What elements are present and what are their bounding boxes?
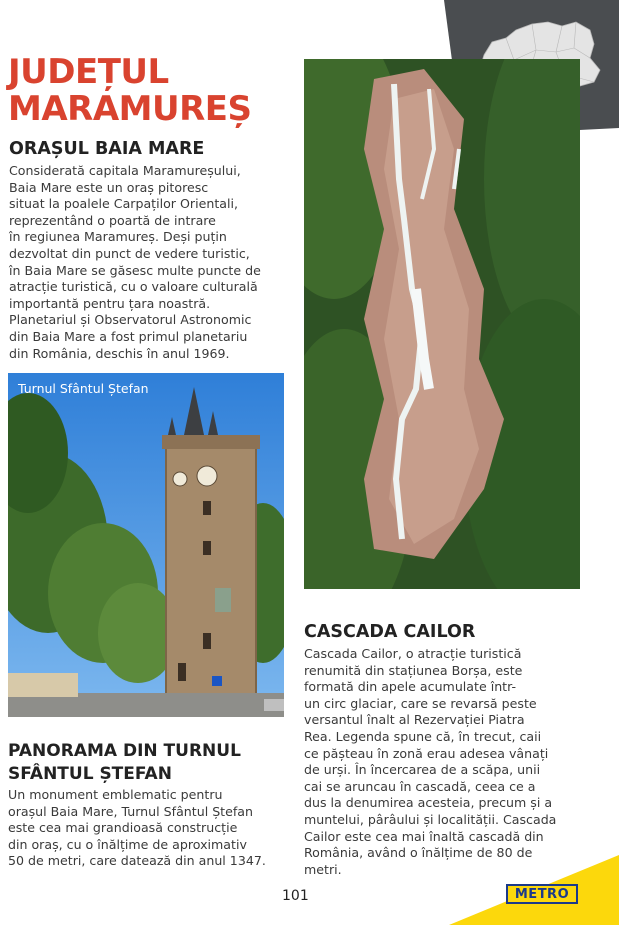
tower-photo bbox=[8, 373, 284, 717]
section-heading-baia-mare: ORAȘUL BAIA MARE bbox=[9, 139, 205, 159]
text-line: Cailor este cea mai înaltă cascadă din bbox=[304, 828, 544, 844]
text-line: renumită din stațiunea Borșa, este bbox=[304, 662, 523, 678]
text-line: România, având o înălțime de 80 de bbox=[304, 845, 533, 861]
text-line: dezvoltat din punct de vedere turistic, bbox=[9, 245, 250, 261]
baia-mare-text bbox=[9, 163, 261, 362]
panorama-heading-line-2: SFÂNTUL ȘTEFAN bbox=[8, 764, 172, 784]
panorama-text bbox=[8, 787, 266, 870]
text-line: Cascada Cailor, o atracție turistică bbox=[304, 646, 522, 661]
tower-photo-caption: Turnul Sfântul Ștefan bbox=[18, 381, 149, 396]
text-line: un circ glaciar, care se revarsă peste bbox=[304, 695, 537, 711]
text-line: dus la denumirea acesteia, precum și a bbox=[304, 795, 553, 811]
text-line: metri. bbox=[304, 861, 342, 877]
text-line: în Baia Mare se găsesc multe puncte de bbox=[9, 262, 261, 278]
text-line: ce pășteau în zonă erau adesea vânați bbox=[304, 745, 549, 761]
text-line: cai se aruncau în cascadă, ceea ce a bbox=[304, 778, 536, 794]
text-line: situat la poalele Carpaților Orientali, bbox=[9, 196, 238, 212]
text-line: de urși. În încercarea de a scăpa, unii bbox=[304, 762, 541, 778]
text-line: reprezentând o poartă de intrare bbox=[9, 212, 216, 228]
cascada-text bbox=[304, 646, 556, 878]
text-line: 50 de metri, care datează din anul 1347. bbox=[8, 853, 266, 869]
text-line: orașul Baia Mare, Turnul Sfântul Ștefan bbox=[8, 803, 254, 819]
text-line: muntelui, pârâului și localității. Cascada bbox=[304, 811, 557, 827]
text-line: atracție turistică, cu o valoare culturală bbox=[9, 279, 258, 295]
page-number: 101 bbox=[282, 888, 309, 904]
text-line: Considerată capitala Maramureșului, bbox=[9, 163, 241, 178]
text-line: din oraș, cu o înălțime de aproximativ bbox=[8, 836, 247, 852]
title-line-2: MARAMUREȘ bbox=[8, 89, 252, 129]
title-line-1: JUDEȚUL bbox=[8, 52, 169, 92]
text-line: din România, deschis în anul 1969. bbox=[9, 345, 230, 361]
text-line: este cea mai grandioasă construcție bbox=[8, 820, 238, 836]
metro-logo: METRO bbox=[506, 884, 578, 904]
text-line: Planetariul și Observatorul Astronomic bbox=[9, 312, 252, 328]
section-heading-panorama bbox=[8, 740, 241, 786]
text-line: în regiunea Maramureș. Deși puțin bbox=[9, 229, 227, 245]
section-heading-cascada: CASCADA CAILOR bbox=[304, 622, 476, 642]
waterfall-photo bbox=[304, 59, 580, 589]
text-line: versantul înalt al Rezervației Piatra bbox=[304, 712, 525, 728]
panorama-heading-line-1: PANORAMA DIN TURNUL bbox=[8, 741, 241, 761]
text-line: din Baia Mare a fost primul planetariu bbox=[9, 328, 248, 344]
page-title bbox=[8, 54, 251, 128]
text-line: formată din apele acumulate într- bbox=[304, 679, 517, 695]
text-line: Rea. Legenda spune că, în trecut, caii bbox=[304, 728, 542, 744]
text-line: Baia Mare este un oraș pitoresc bbox=[9, 179, 209, 195]
text-line: Un monument emblematic pentru bbox=[8, 787, 223, 802]
text-line: importantă pentru țara noastră. bbox=[9, 295, 211, 311]
